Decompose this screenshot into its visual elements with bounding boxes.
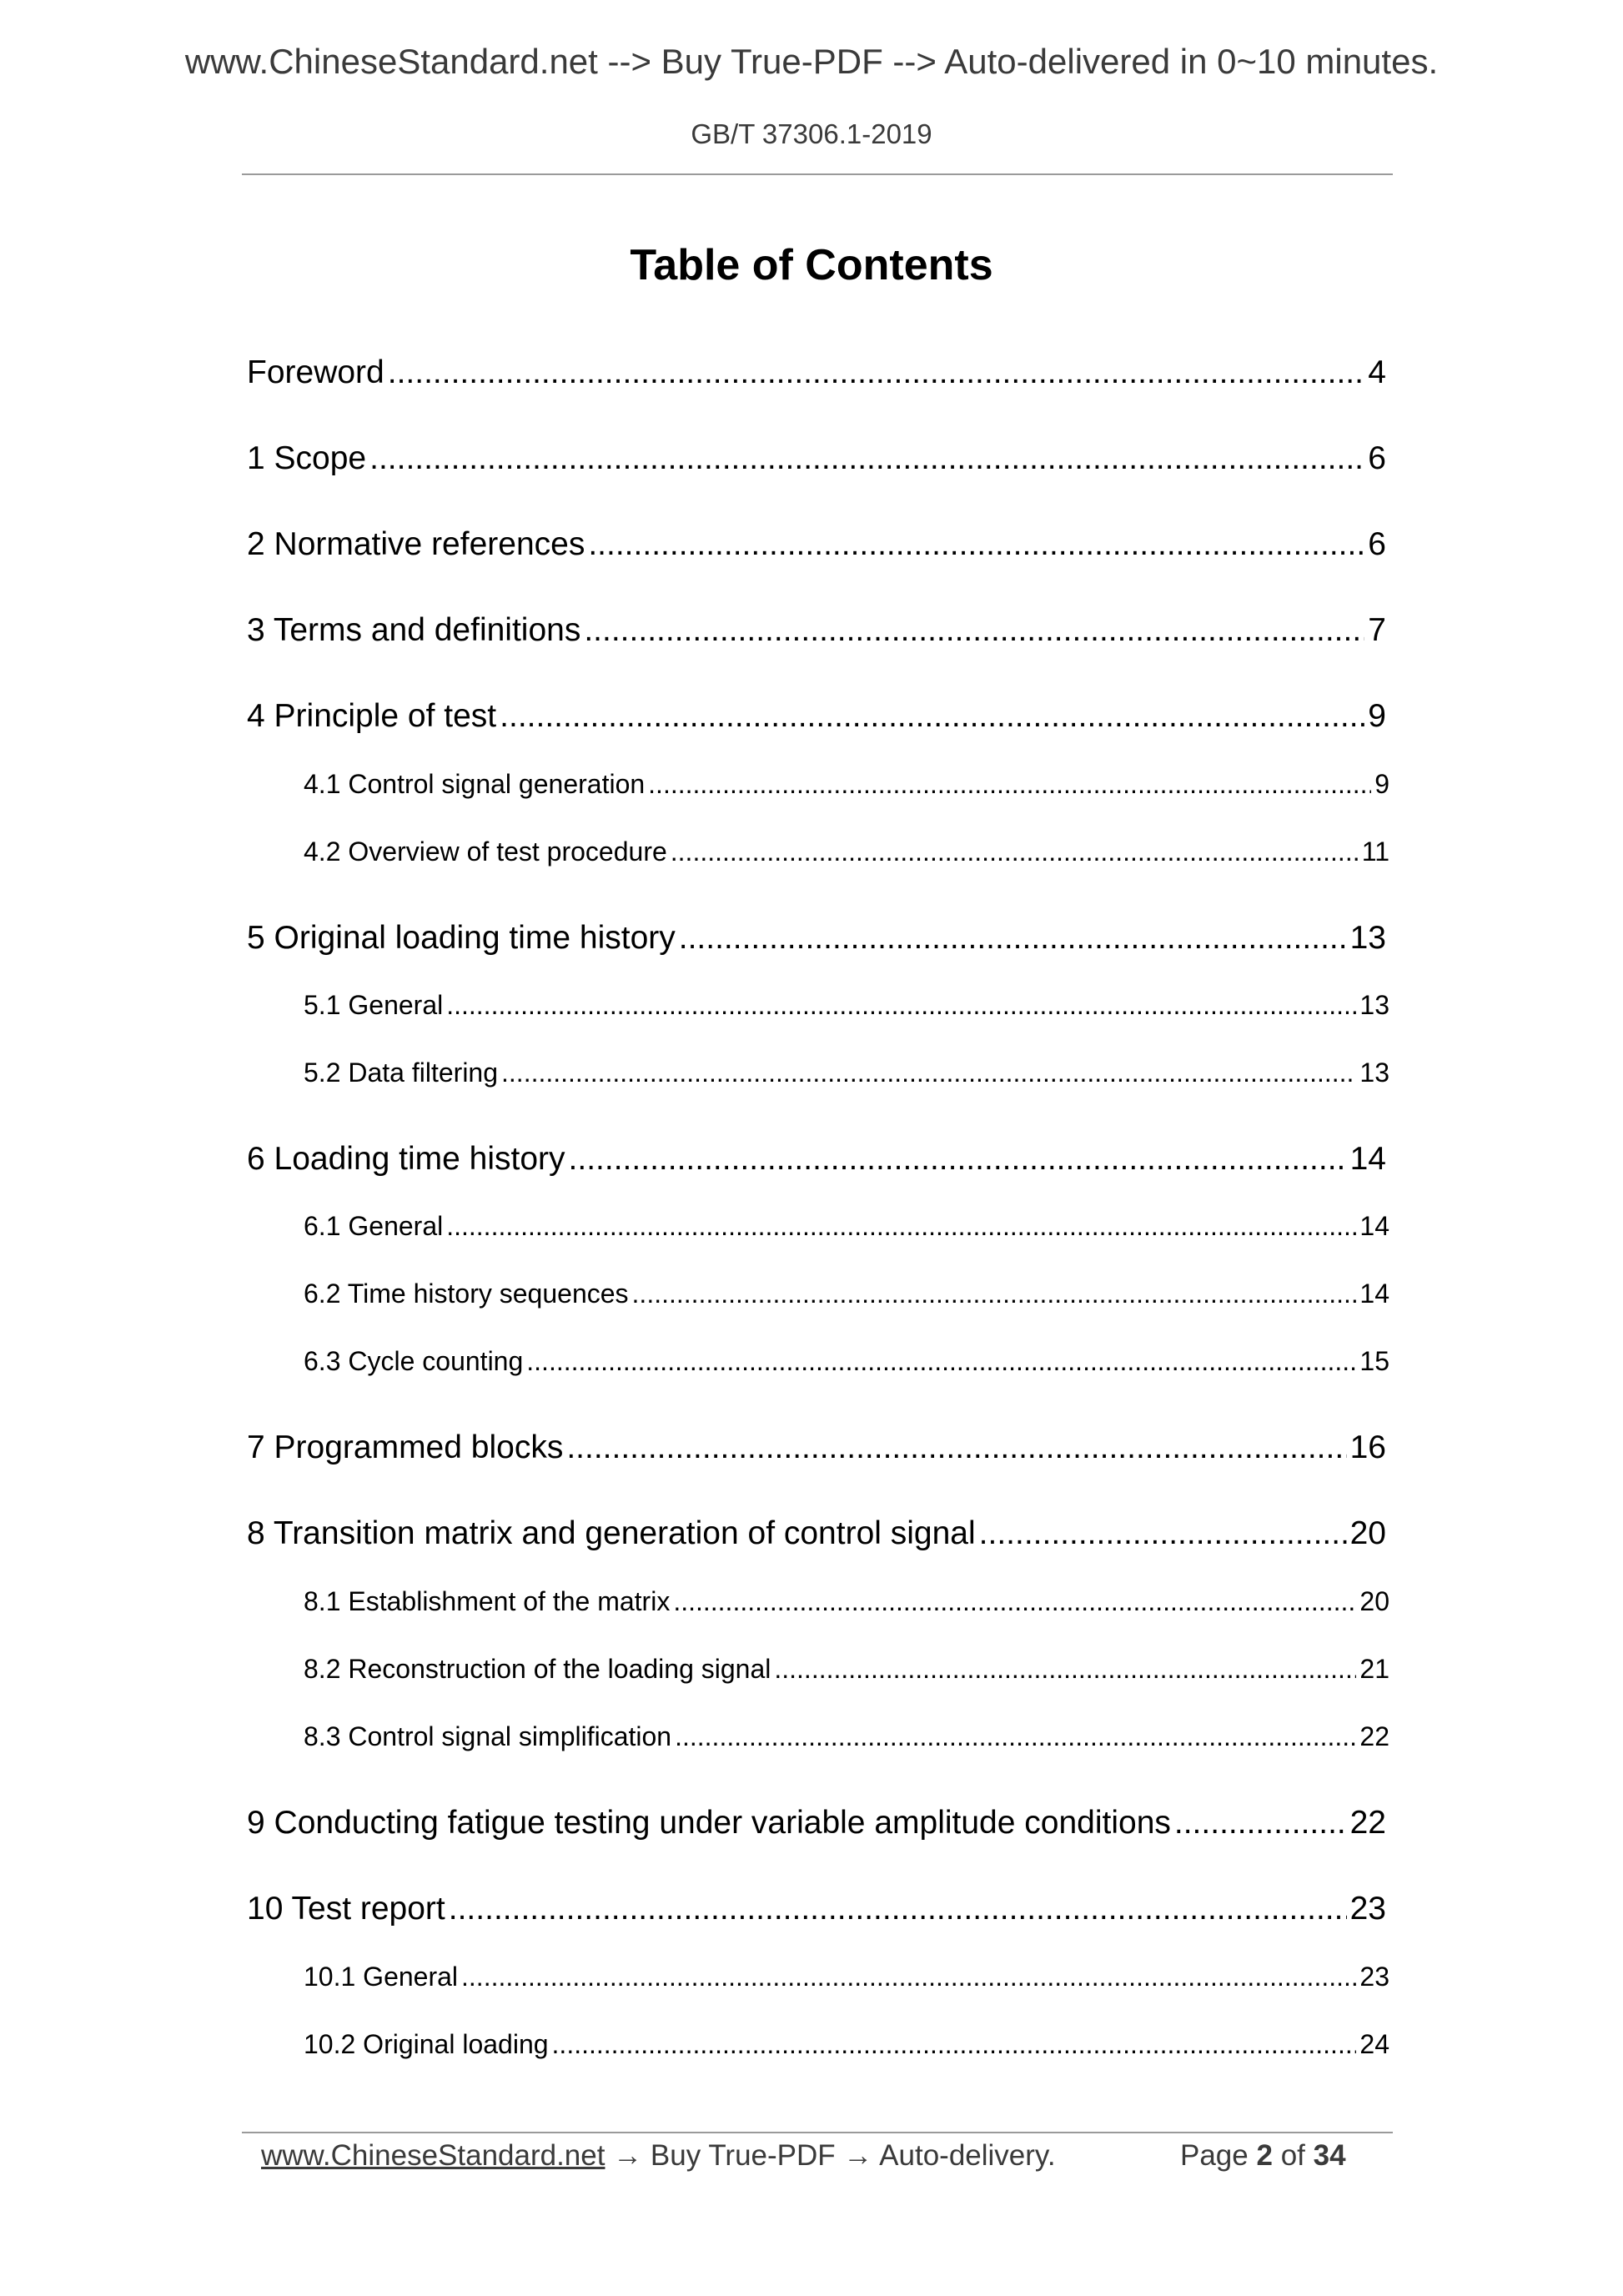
toc-entry-page: 9 (1368, 698, 1386, 734)
toc-entry-general-5-1[interactable] (304, 990, 1389, 1021)
toc-entry-label: 4.2 Overview of test procedure (304, 837, 667, 867)
toc-entry-page: 7 (1368, 612, 1386, 648)
toc-entry-label: 3 Terms and definitions (247, 612, 581, 648)
toc-entry-label: 4 Principle of test (247, 698, 497, 734)
toc-entry-label: 4.1 Control signal generation (304, 769, 646, 799)
toc-entry-page: 4 (1368, 354, 1386, 390)
toc-entry-principle-of-test[interactable] (247, 698, 1386, 735)
toc-entry-transition-matrix[interactable] (247, 1515, 1386, 1552)
toc-entry-page: 13 (1349, 920, 1386, 956)
dot-leader (648, 769, 1371, 800)
toc-entry-label: 6.1 General (304, 1211, 444, 1241)
toc-entry-page: 23 (1349, 1891, 1386, 1927)
toc-entry-page: 13 (1359, 1058, 1389, 1088)
toc-entry-overview-of-test-procedure[interactable] (304, 837, 1389, 867)
dot-leader (632, 1279, 1357, 1309)
toc-entry-cycle-counting[interactable] (304, 1346, 1389, 1377)
dot-leader (679, 920, 1347, 957)
toc-entry-label: 8.2 Reconstruction of the loading signal (304, 1654, 771, 1684)
dot-leader (526, 1346, 1356, 1377)
toc-entry-page: 11 (1361, 837, 1389, 867)
toc-entry-page: 21 (1359, 1654, 1389, 1684)
dot-leader (588, 526, 1364, 563)
toc-entry-label: 5 Original loading time history (247, 920, 676, 956)
toc-entry-general-10-1[interactable] (304, 1962, 1389, 1992)
toc-entry-establishment-of-matrix[interactable] (304, 1586, 1389, 1617)
dot-leader (501, 1058, 1356, 1088)
toc-entry-page: 22 (1349, 1805, 1386, 1841)
toc-entry-page: 6 (1368, 440, 1386, 476)
document-code: GB/T 37306.1-2019 (691, 118, 932, 149)
page-word: Page (1180, 2139, 1249, 2172)
toc-entry-test-report[interactable] (247, 1891, 1386, 1927)
toc-entry-time-history-sequences[interactable] (304, 1279, 1389, 1309)
toc-entry-page: 23 (1359, 1962, 1389, 1992)
toc-entry-programmed-blocks[interactable] (247, 1429, 1386, 1466)
dot-leader (500, 698, 1364, 735)
toc-entry-label: Foreword (247, 354, 384, 390)
toc-entry-page: 16 (1349, 1429, 1386, 1465)
toc-entry-page: 22 (1359, 1721, 1389, 1751)
dot-leader (1174, 1805, 1347, 1841)
toc-entry-page: 15 (1359, 1346, 1389, 1376)
dot-leader (446, 990, 1356, 1021)
dot-leader (388, 354, 1365, 391)
top-banner: www.ChineseStandard.net --> Buy True-PDF --> Auto-delivered in 0~10 minutes. (184, 42, 1439, 81)
footer-promo (261, 2139, 1056, 2173)
toc-entry-label: 9 Conducting fatigue testing under variable amplitude conditions (247, 1805, 1171, 1841)
footer-site-link[interactable]: www.ChineseStandard.net (261, 2139, 605, 2172)
dot-leader (671, 837, 1359, 867)
toc-entry-label: 7 Programmed blocks (247, 1429, 564, 1465)
toc-entry-label: 10.2 Original loading (304, 2029, 549, 2059)
dot-leader (449, 1891, 1347, 1927)
dot-leader (774, 1654, 1356, 1685)
toc-entry-label: 2 Normative references (247, 526, 585, 562)
toc-entry-terms-and-definitions[interactable] (247, 612, 1386, 649)
dot-leader (461, 1962, 1356, 1992)
toc-entry-page: 14 (1359, 1279, 1389, 1309)
toc-entry-normative-references[interactable] (247, 526, 1386, 563)
toc-entry-label: 6.3 Cycle counting (304, 1346, 524, 1376)
footer-delivery-text: → Buy True-PDF → Auto-delivery. (613, 2139, 1056, 2172)
total-pages-number: 34 (1313, 2139, 1346, 2172)
toc-entry-scope[interactable] (247, 440, 1386, 477)
of-word: of (1280, 2139, 1305, 2172)
toc-entry-page: 6 (1368, 526, 1386, 562)
toc-entry-label: 1 Scope (247, 440, 367, 476)
toc-entry-label: 10.1 General (304, 1962, 459, 1992)
toc-entry-label: 5.1 General (304, 990, 444, 1020)
toc-entry-data-filtering[interactable] (304, 1058, 1389, 1088)
toc-entry-label: 8.3 Control signal simplification (304, 1721, 672, 1751)
toc-entry-label: 10 Test report (247, 1891, 445, 1927)
dot-leader (446, 1211, 1356, 1242)
page-indicator (1180, 2139, 1346, 2173)
footer-divider (242, 2132, 1393, 2133)
dot-leader (675, 1721, 1356, 1752)
toc-entry-loading-time-history[interactable] (247, 1141, 1386, 1178)
toc-entry-control-signal-generation[interactable] (304, 769, 1389, 800)
toc-entry-page: 24 (1359, 2029, 1389, 2059)
toc-entry-original-loading-time-history[interactable] (247, 920, 1386, 957)
dot-leader (673, 1586, 1356, 1617)
toc-entry-label: 6 Loading time history (247, 1141, 565, 1177)
toc-entry-page: 20 (1359, 1586, 1389, 1616)
toc-entry-page: 14 (1349, 1141, 1386, 1177)
toc-entry-label: 8.1 Establishment of the matrix (304, 1586, 671, 1616)
toc-entry-reconstruction-loading-signal[interactable] (304, 1654, 1389, 1685)
dot-leader (552, 2029, 1357, 2060)
toc-entry-label: 8 Transition matrix and generation of control signal (247, 1515, 976, 1551)
toc-entry-conducting-fatigue-testing[interactable] (247, 1805, 1386, 1841)
toc-entry-page: 20 (1349, 1515, 1386, 1551)
toc-entry-page: 9 (1374, 769, 1389, 799)
dot-leader (566, 1429, 1346, 1466)
toc-entry-page: 14 (1359, 1211, 1389, 1241)
toc-title: Table of Contents (630, 241, 993, 289)
dot-leader (369, 440, 1364, 477)
toc-entry-foreword[interactable] (247, 354, 1386, 391)
dot-leader (979, 1515, 1347, 1552)
toc-entry-original-loading[interactable] (304, 2029, 1389, 2060)
toc-entry-general-6-1[interactable] (304, 1211, 1389, 1242)
header-divider (242, 173, 1393, 175)
toc-entry-page: 13 (1359, 990, 1389, 1020)
toc-entry-label: 5.2 Data filtering (304, 1058, 499, 1088)
toc-entry-label: 6.2 Time history sequences (304, 1279, 629, 1309)
toc-entry-control-signal-simplification[interactable] (304, 1721, 1389, 1752)
dot-leader (569, 1141, 1347, 1178)
dot-leader (584, 612, 1364, 649)
current-page-number: 2 (1256, 2139, 1273, 2172)
